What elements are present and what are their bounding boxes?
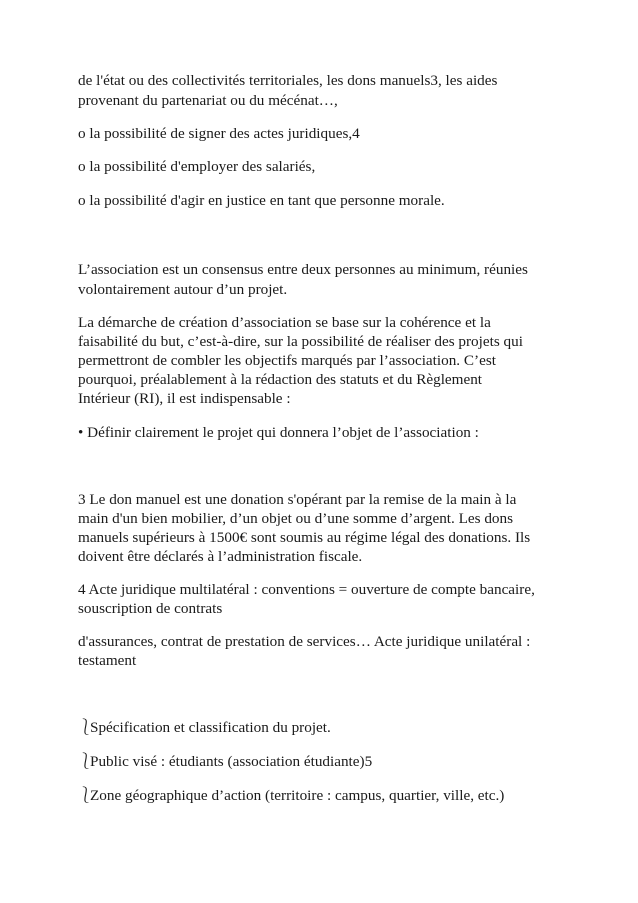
bullet-text: Spécification et classification du projet.: [90, 719, 331, 736]
paragraph-line: La démarche de création d’association se base sur la cohérence et la: [78, 314, 491, 331]
footnote-line: main d'un bien mobilier, d’un objet ou d’une somme d’argent. Les dons: [78, 510, 514, 527]
footnote-line: 4 Acte juridique multilatéral : conventions = ouverture de compte bancaire,: [78, 581, 535, 598]
bullet-bracket-icon: ⎱: [78, 787, 94, 804]
paragraph-line: Intérieur (RI), il est indispensable :: [78, 390, 291, 407]
paragraph-line: permettront de combler les objectifs marqués par l’association. C’est: [78, 352, 496, 369]
paragraph-line: L’association est un consensus entre deux personnes au minimum, réunies: [78, 261, 528, 278]
list-item: o la possibilité d'employer des salariés,: [78, 158, 316, 175]
paragraph-line: pourquoi, préalablement à la rédaction des statuts et du Règlement: [78, 371, 483, 388]
bullet-item: [78, 786, 504, 805]
paragraph-line: volontairement autour d’un projet.: [78, 281, 288, 298]
list-item: o la possibilité de signer des actes juridiques,4: [78, 125, 360, 142]
bullet-text: Public visé : étudiants (association étudiante)5: [90, 753, 373, 770]
footnote-line: doivent être déclarés à l’administration fiscale.: [78, 548, 363, 565]
bullet-item: [78, 752, 372, 771]
footnote-line: souscription de contrats: [78, 600, 223, 617]
bullet-bracket-icon: ⎱: [78, 753, 94, 770]
list-item: o la possibilité d'agir en justice en tant que personne morale.: [78, 192, 445, 209]
paragraph-line: faisabilité du but, c’est-à-dire, sur la possibilité de réaliser des projets qui: [78, 333, 523, 350]
paragraph-line: provenant du partenariat ou du mécénat…,: [78, 92, 338, 109]
bullet-text: Zone géographique d’action (territoire : campus, quartier, ville, etc.): [90, 787, 505, 804]
bullet-item: • Définir clairement le projet qui donnera l’objet de l’association :: [78, 424, 479, 441]
footnote-line: 3 Le don manuel est une donation s'opérant par la remise de la main à la: [78, 491, 517, 508]
paragraph-line: d'assurances, contrat de prestation de services… Acte juridique unilatéral :: [78, 633, 531, 650]
paragraph-line: de l'état ou des collectivités territoriales, les dons manuels3, les aides: [78, 72, 498, 89]
bullet-item: [78, 718, 331, 737]
paragraph-line: testament: [78, 652, 137, 669]
bullet-bracket-icon: ⎱: [78, 719, 94, 736]
footnote-line: manuels supérieurs à 1500€ sont soumis au régime légal des donations. Ils: [78, 529, 531, 546]
